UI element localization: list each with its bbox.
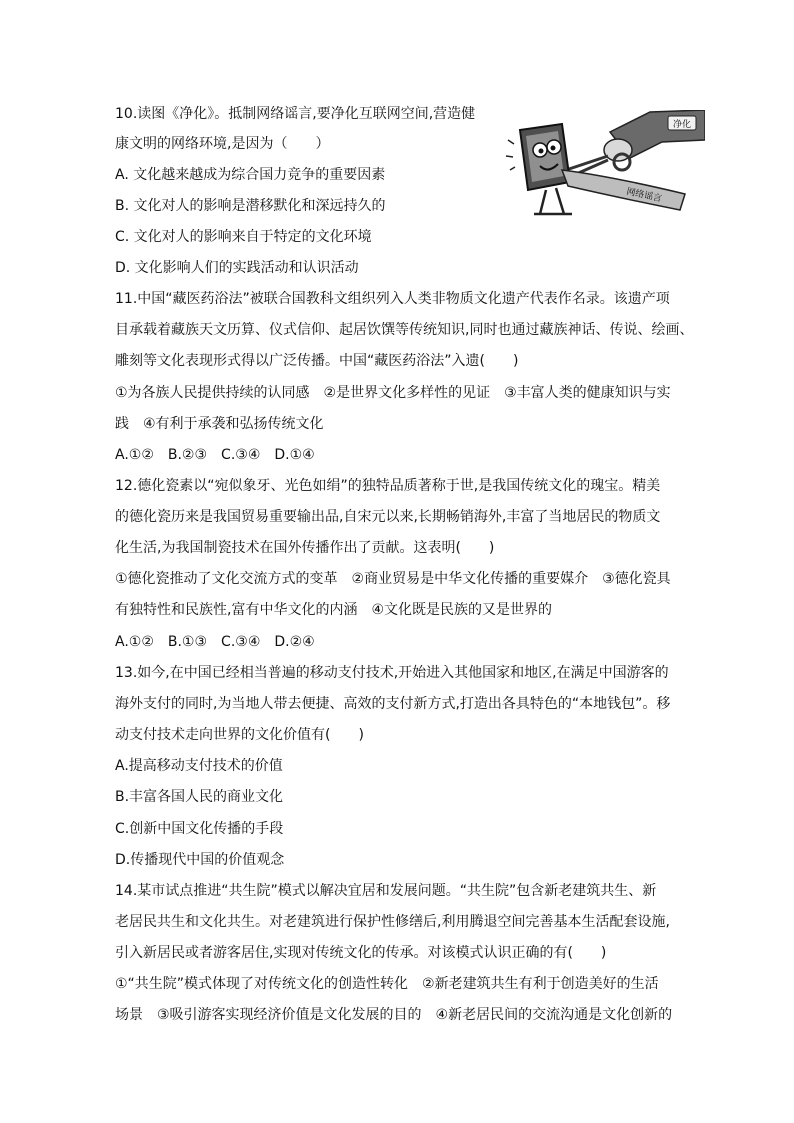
q13-option-a: A.提高移动支付技术的价值	[115, 758, 283, 774]
q14-stem-line-1: 14.某市试点推进“共生院”模式以解决宜居和发展问题。“共生院”包含新老建筑共生、新	[115, 883, 657, 899]
q12-statements-line-1: ①德化瓷推动了文化交流方式的变革 ②商业贸易是中华文化传播的重要媒介 ③德化瓷具	[115, 571, 671, 587]
q10-option-c: C. 文化对人的影响来自于特定的文化环境	[115, 229, 372, 245]
q13-option-b: B.丰富各国人民的商业文化	[115, 789, 284, 805]
cartoon-banner-text: 网络谣言	[625, 187, 663, 205]
q14-stem-line-3: 引入新居民或者游客居住,实现对传统文化的传承。对该模式认识正确的有( )	[115, 945, 607, 961]
q11-statements-line-2: 践 ④有利于承袭和弘扬传统文化	[115, 416, 324, 432]
q10-option-d: D. 文化影响人们的实践活动和认识活动	[115, 260, 359, 276]
q12-statements-line-2: 有独特性和民族性,富有中华文化的内涵 ④文化既是民族的又是世界的	[115, 602, 552, 618]
q11-options: A.①② B.②③ C.③④ D.①④	[115, 447, 315, 463]
purification-cartoon	[500, 110, 705, 222]
q12-stem-line-1: 12.德化瓷素以“宛似象牙、光色如绢”的独特品质著称于世,是我国传统文化的瑰宝。精美	[115, 478, 661, 494]
q13-stem-line-1: 13.如今,在中国已经相当普遍的移动支付技术,开始进入其他国家和地区,在满足中国游客的	[115, 665, 669, 681]
q12-stem-line-3: 化生活,为我国制瓷技术在国外传播作出了贡献。这表明( )	[115, 540, 495, 556]
q13-option-c: C.创新中国文化传播的手段	[115, 821, 284, 837]
q11-stem-line-1: 11.中国“藏医药浴法”被联合国教科文组织列入人类非物质文化遗产代表作名录。该遗产项	[115, 291, 670, 307]
q12-options: A.①② B.①③ C.③④ D.②④	[115, 634, 315, 650]
q10-option-b: B. 文化对人的影响是潜移默化和深远持久的	[115, 198, 386, 214]
q10-option-a: A. 文化越来越成为综合国力竞争的重要因素	[115, 167, 386, 183]
q11-stem-line-2: 目承载着藏族天文历算、仪式信仰、起居饮馔等传统知识,同时也通过藏族神话、传说、绘画、	[115, 322, 694, 338]
q14-stem-line-2: 老居民共生和文化共生。对老建筑进行保护性修缮后,利用腾退空间完善基本生活配套设施,	[115, 914, 670, 930]
q11-statements-line-1: ①为各族人民提供持续的认同感 ②是世界文化多样性的见证 ③丰富人类的健康知识与实	[115, 385, 671, 401]
q12-stem-line-2: 的德化瓷历来是我国贸易重要输出品,自宋元以来,长期畅销海外,丰富了当地居民的物质文	[115, 509, 661, 525]
q11-stem-line-3: 雕刻等文化表现形式得以广泛传播。中国“藏医药浴法”入遗( )	[115, 353, 519, 369]
q10-stem-line-2: 康文明的网络环境,是因为（ ）	[115, 136, 330, 152]
cartoon-tag-text: 净化	[672, 120, 692, 130]
q13-stem-line-2: 海外支付的同时,为当地人带去便捷、高效的支付新方式,打造出各具特色的“本地钱包”。移	[115, 696, 671, 712]
q13-stem-line-3: 动支付技术走向世界的文化价值有( )	[115, 727, 364, 743]
q14-statements-line-1: ①“共生院”模式体现了对传统文化的创造性转化 ②新老建筑共生有利于创造美好的生活	[115, 976, 659, 992]
q14-statements-line-2: 场景 ③吸引游客实现经济价值是文化发展的目的 ④新老居民间的交流沟通是文化创新的	[115, 1007, 673, 1023]
q13-option-d: D.传播现代中国的价值观念	[115, 852, 285, 868]
q10-stem-line-1: 10.读图《净化》。抵制网络谣言,要净化互联网空间,营造健	[115, 106, 476, 122]
